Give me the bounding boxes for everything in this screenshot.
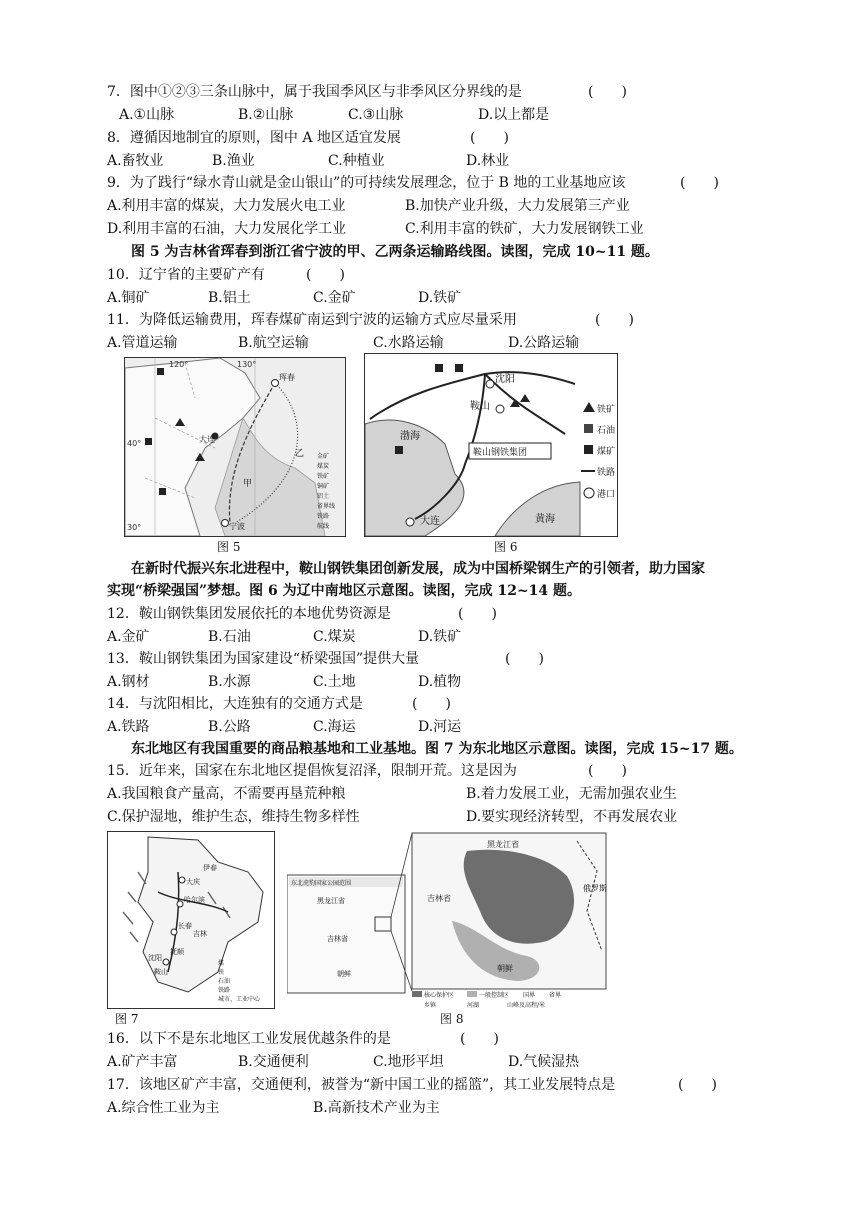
svg-text:煤炭: 煤炭: [317, 463, 330, 470]
q8-option-b: B.渔业: [212, 153, 255, 169]
fig8-inset-heilongjiang: 黑龙江省: [317, 897, 345, 905]
q11-stem: 11．为降低运输费用，珲春煤矿南运到宁波的运输方式应尽量采用: [107, 312, 517, 328]
q8-answer-paren: ( ): [470, 130, 509, 146]
q16-option-b: B.交通便利: [238, 1054, 309, 1070]
q9-stem: 9．为了践行“绿水青山就是金山银山”的可持续发展理念，位于 B 地的工业基地应该: [107, 175, 626, 191]
q14-option-c: C.海运: [313, 719, 356, 735]
figure-7-map: [107, 831, 275, 1009]
fig6-place-dalian: 大连: [420, 516, 440, 527]
fig7-place-yichun: 伊春: [203, 864, 217, 872]
q8-option-a: A.畜牧业: [107, 153, 164, 169]
fig6-place-bohai: 渤海: [400, 431, 420, 442]
fig8-main-russia: 俄罗斯: [583, 884, 607, 893]
fig5-place-ningbo: 宁波: [229, 522, 245, 531]
q7-stem: 7．图中①②③三条山脉中，属于我国季风区与非季风区分界线的是: [107, 84, 522, 100]
fig8-inset-title: 东北虎豹国家公园范围: [291, 880, 352, 887]
q16-option-d: D.气候湿热: [508, 1054, 580, 1070]
fig5-place-hunchun: 珲春: [279, 373, 295, 382]
svg-text:国界: 国界: [523, 992, 536, 999]
svg-text:煤矿: 煤矿: [597, 447, 616, 457]
fig8-inset-jilin: 吉林省: [327, 935, 348, 943]
q11-option-c: C.水路运输: [373, 335, 444, 351]
fig6-place-shenyang: 沈阳: [495, 374, 515, 385]
fig5-route-yi: 乙: [295, 449, 305, 459]
svg-text:港口: 港口: [597, 490, 616, 500]
figure-6-map: [364, 353, 618, 537]
q8-option-c: C.种植业: [328, 153, 385, 169]
q8-option-d: D.林业: [466, 153, 510, 169]
svg-text:铁: 铁: [218, 969, 225, 976]
q12-answer-paren: ( ): [458, 606, 497, 622]
q15-option-c: C.保护湿地，维护生态，维持生物多样性: [107, 809, 360, 825]
fig6-place-huanghai: 黄海: [535, 514, 555, 525]
figure-5-svg: [125, 358, 345, 536]
q15-option-b: B.着力发展工业，无需加强农业生: [466, 786, 677, 802]
fig6-label-anshan-steel: 鞍山钢铁集团: [473, 448, 528, 458]
q10-option-d: D.铁矿: [418, 290, 462, 306]
q16-option-a: A.矿产丰富: [107, 1054, 178, 1070]
q9-option-d: D.利用丰富的石油，大力发展化学工业: [107, 221, 347, 237]
fig5-lon-120: 120°: [169, 360, 189, 369]
q13-option-b: B.水源: [208, 674, 251, 690]
q14-option-b: B.公路: [208, 719, 251, 735]
fig8-main-jilin: 吉林省: [427, 894, 451, 903]
q11-answer-paren: ( ): [595, 312, 634, 328]
figure-7-svg: [108, 832, 274, 1008]
q9-option-a: A.利用丰富的煤炭，大力发展火电工业: [107, 198, 346, 214]
figure-8-caption: 图 8: [440, 1012, 464, 1026]
q10-option-b: B.铝土: [208, 290, 251, 306]
q8-stem: 8．遵循因地制宜的原则，图中 A 地区适宜发展: [107, 130, 401, 146]
svg-text:金矿: 金矿: [317, 453, 330, 460]
q11-option-a: A.管道运输: [107, 335, 178, 351]
svg-text:铁路: 铁路: [218, 987, 231, 994]
q7-option-a: A.①山脉: [119, 107, 175, 123]
svg-text:铁矿: 铁矿: [317, 473, 330, 480]
q14-stem: 14．与沈阳相比，大连独有的交通方式是: [107, 696, 363, 712]
q15-option-a: A.我国粮食产量高，不需要再垦荒种粮: [107, 786, 346, 802]
fig7-place-harbin: 哈尔滨: [184, 896, 205, 904]
q9-option-c: C.利用丰富的铁矿，大力发展钢铁工业: [405, 221, 644, 237]
q12-option-a: A.金矿: [107, 629, 150, 645]
q9-answer-paren: ( ): [680, 175, 719, 191]
q12-option-d: D.铁矿: [418, 629, 462, 645]
figure-5-map: [124, 357, 346, 537]
section-intro-15-17: 东北地区有我国重要的商品粮基地和工业基地。图 7 为东北地区示意图。读图，完成 15~17 题。: [131, 741, 743, 757]
q10-answer-paren: ( ): [306, 267, 345, 283]
fig6-place-anshan: 鞍山: [470, 401, 490, 412]
fig5-lon-130: 130°: [237, 360, 257, 369]
fig5-lat-30: 30°: [127, 523, 142, 532]
section-intro-10-11: 图 5 为吉林省珲春到浙江省宁波的甲、乙两条运输路线图。读图，完成 10~11 题。: [131, 244, 659, 260]
q13-option-c: C.土地: [313, 674, 356, 690]
q17-stem: 17．该地区矿产丰富，交通便利，被誉为“新中国工业的摇篮”，其工业发展特点是: [107, 1077, 616, 1093]
q12-option-c: C.煤炭: [313, 629, 356, 645]
q11-option-b: B.航空运输: [238, 335, 309, 351]
svg-text:河湖: 河湖: [467, 1002, 480, 1009]
q7-option-d: D.以上都是: [478, 107, 550, 123]
svg-text:煤: 煤: [218, 960, 225, 967]
q14-answer-paren: ( ): [412, 696, 451, 712]
q10-option-a: A.铜矿: [107, 290, 150, 306]
fig8-main-heilongjiang: 黑龙江省: [487, 840, 519, 849]
svg-text:省界线: 省界线: [317, 503, 336, 510]
q17-option-a: A.综合性工业为主: [107, 1100, 220, 1116]
fig7-place-changchun: 长春: [178, 922, 192, 930]
figure-8-svg: [287, 831, 608, 1011]
svg-text:乡镇: 乡镇: [424, 1002, 437, 1009]
q9-option-b: B.加快产业升级，大力发展第三产业: [405, 198, 630, 214]
figure-6-caption: 图 6: [494, 540, 518, 554]
q11-option-d: D.公路运输: [508, 335, 580, 351]
fig7-place-jilin: 吉林: [193, 930, 207, 938]
svg-text:省界: 省界: [549, 992, 562, 999]
svg-text:核心保护区: 核心保护区: [424, 992, 455, 999]
svg-text:石油: 石油: [597, 426, 616, 436]
q16-stem: 16．以下不是东北地区工业发展优越条件的是: [107, 1031, 391, 1047]
q16-option-c: C.地形平坦: [373, 1054, 444, 1070]
q17-option-b: B.高新技术产业为主: [313, 1100, 440, 1116]
svg-text:石油: 石油: [218, 978, 231, 985]
fig7-place-fushun: 抚顺: [170, 948, 184, 956]
fig8-main-korea: 朝鲜: [497, 964, 513, 973]
fig8-legend: [412, 991, 561, 1009]
q15-stem: 15．近年来，国家在东北地区提倡恢复沼泽，限制开荒。这是因为: [107, 763, 517, 779]
q14-option-d: D.河运: [418, 719, 462, 735]
q13-stem: 13．鞍山钢铁集团为国家建设“桥梁强国”提供大量: [107, 651, 420, 667]
q12-stem: 12．鞍山钢铁集团发展依托的本地优势资源是: [107, 606, 391, 622]
figure-6-svg: [365, 354, 617, 536]
q14-option-a: A.铁路: [107, 719, 150, 735]
svg-text:铁路: 铁路: [597, 468, 616, 478]
q7-answer-paren: ( ): [588, 84, 627, 100]
q16-answer-paren: ( ): [460, 1031, 499, 1047]
svg-text:山峰及高程/米: 山峰及高程/米: [507, 1002, 546, 1009]
q13-option-d: D.植物: [418, 674, 462, 690]
fig5-place-dalian: 大连: [199, 435, 215, 444]
q13-option-a: A.钢材: [107, 674, 150, 690]
fig8-inset-korea: 朝鲜: [337, 970, 351, 978]
svg-text:一般控制区: 一般控制区: [479, 992, 510, 999]
fig7-place-daqing: 大庆: [186, 878, 200, 886]
svg-text:城市、工业中心: 城市、工业中心: [218, 996, 261, 1003]
fig7-place-anshan: 鞍山: [154, 968, 168, 976]
svg-text:航线: 航线: [317, 523, 330, 530]
svg-text:铜矿: 铜矿: [317, 483, 330, 490]
q10-stem: 10．辽宁省的主要矿产有: [107, 267, 265, 283]
section-intro-12-14-line2: 实现“桥梁强国”梦想。图 6 为辽中南地区示意图。读图，完成 12~14 题。: [107, 583, 582, 599]
q17-answer-paren: ( ): [678, 1077, 717, 1093]
q7-option-b: B.②山脉: [238, 107, 294, 123]
fig7-place-shenyang: 沈阳: [148, 954, 162, 962]
q15-answer-paren: ( ): [588, 763, 627, 779]
q7-option-c: C.③山脉: [348, 107, 404, 123]
section-intro-12-14-line1: 在新时代振兴东北进程中，鞍山钢铁集团创新发展，成为中国桥梁钢生产的引领者，助力国家: [131, 561, 705, 577]
q12-option-b: B.石油: [208, 629, 251, 645]
q10-option-c: C.金矿: [313, 290, 356, 306]
svg-text:铁矿: 铁矿: [597, 405, 616, 415]
fig5-route-jia: 甲: [243, 479, 253, 489]
svg-text:铝土: 铝土: [317, 493, 330, 500]
q13-answer-paren: ( ): [505, 651, 544, 667]
figure-5-caption: 图 5: [217, 540, 241, 554]
figure-8-map: [287, 831, 608, 1011]
fig5-lat-40: 40°: [127, 439, 142, 448]
figure-7-caption: 图 7: [115, 1012, 139, 1026]
q15-option-d: D.要实现经济转型，不再发展农业: [466, 809, 678, 825]
svg-text:铁路: 铁路: [317, 513, 330, 520]
